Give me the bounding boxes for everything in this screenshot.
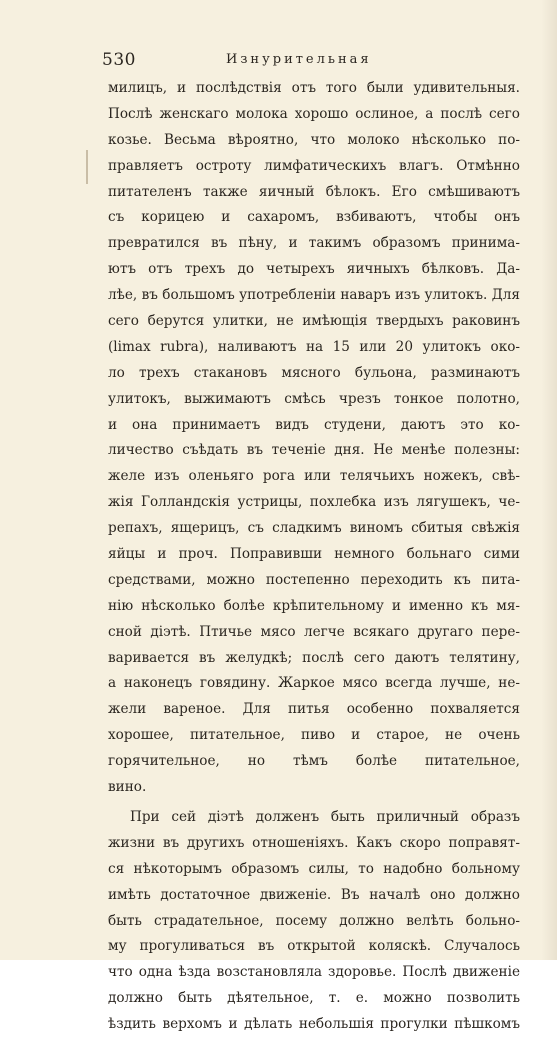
text-line: сего берутся улитки, не имѣющія твердыхъ раковинъ	[108, 313, 520, 330]
text-line: превратился въ пѣну, и такимъ образомъ принима-	[108, 235, 520, 252]
margin-mark	[86, 150, 88, 184]
text-line: милицъ, и послѣдствія отъ того были удивительныя.	[108, 80, 520, 96]
text-line: вино.	[108, 779, 147, 796]
text-line: желе изъ оленьяго рога или телячьихъ ножекъ, свѣ-	[108, 468, 520, 485]
text-line: хорошее, питательное, пиво и старое, не очень	[108, 727, 520, 744]
text-line: питателенъ также яичный бѣлокъ. Его смѣшиваютъ	[108, 183, 520, 200]
text-line: При сей діэтѣ долженъ быть приличный образъ	[130, 808, 520, 825]
text-line: жія Голландскія устрицы, похлебка изъ лягушекъ, че-	[108, 494, 520, 511]
text-line: должно быть дѣятельное, т. е. можно позволить	[108, 990, 520, 1007]
text-line: нію нѣсколько болѣе крѣпительному и именно къ мя-	[108, 597, 520, 614]
text-line: му прогуливаться въ открытой коляскѣ. Случалось	[108, 938, 520, 955]
text-line: ся нѣкоторымъ образомъ силы, то надобно больному	[108, 860, 520, 877]
text-line: лѣе, въ большомъ употребленіи наваръ изъ улитокъ. Для	[108, 287, 520, 304]
text-line: улитокъ, выжимаютъ смѣсь чрезъ тонкое полотно,	[108, 390, 520, 407]
text-line: имѣть достаточное движеніе. Въ началѣ оно должно	[108, 886, 520, 903]
body-text	[108, 76, 520, 1038]
text-line: жизни въ другихъ отношеніяхъ. Какъ скоро поправят-	[108, 834, 520, 851]
text-line: Послѣ женскаго молока хорошо ослиное, а послѣ сего	[108, 105, 520, 122]
text-line: сной діэтѣ. Птичье мясо легче всякаго другаго пере-	[108, 623, 520, 640]
text-line: что одна ѣзда возстановляла здоровье. Послѣ движеніе	[108, 964, 520, 981]
text-line: съ корицею и сахаромъ, взбиваютъ, чтобы онъ	[108, 209, 520, 226]
text-line: ло трехъ стакановъ мясного бульона, разминаютъ	[108, 364, 520, 381]
text-line: а наконецъ говядину. Жаркое мясо всегда лучше, не-	[108, 675, 520, 692]
text-line: личество съѣдать въ теченіе дня. Не менѣе полезны:	[108, 442, 520, 459]
text-line: и она принимаетъ видъ студени, даютъ это ко-	[108, 416, 520, 433]
text-line: козье. Весьма вѣроятно, что молоко нѣсколько по-	[108, 131, 520, 148]
text-line: средствами, можно постепенно переходить къ пита-	[108, 571, 520, 588]
page-header	[102, 50, 542, 72]
text-line: ѣздить верхомъ и дѣлать небольшія прогулки пѣшкомъ	[108, 1016, 520, 1033]
text-line: быть страдательное, посему должно велѣть больно-	[108, 912, 520, 929]
text-line: жели вареное. Для питья особенно похваляется	[108, 701, 520, 718]
text-line: варивается въ желудкѣ; послѣ сего даютъ телятину,	[108, 649, 520, 666]
page-number: 530	[102, 50, 136, 70]
page-edge-shadow	[541, 0, 557, 960]
text-line: правляетъ остроту лимфатическихъ влагъ. Отмѣнно	[108, 157, 520, 174]
text-line: репахъ, ящерицъ, съ сладкимъ виномъ сбитыя свѣжія	[108, 520, 520, 537]
text-line: (limax rubra), наливаютъ на 15 или 20 улитокъ око-	[108, 338, 520, 355]
text-line: горячительное, но тѣмъ болѣе питательное,	[108, 753, 520, 770]
text-line: яйцы и проч. Поправивши немного больнаго сими	[108, 546, 520, 563]
running-title: Изнурительная	[226, 52, 372, 67]
text-line: ютъ отъ трехъ до четырехъ яичныхъ бѣлковъ. Да-	[108, 261, 520, 278]
